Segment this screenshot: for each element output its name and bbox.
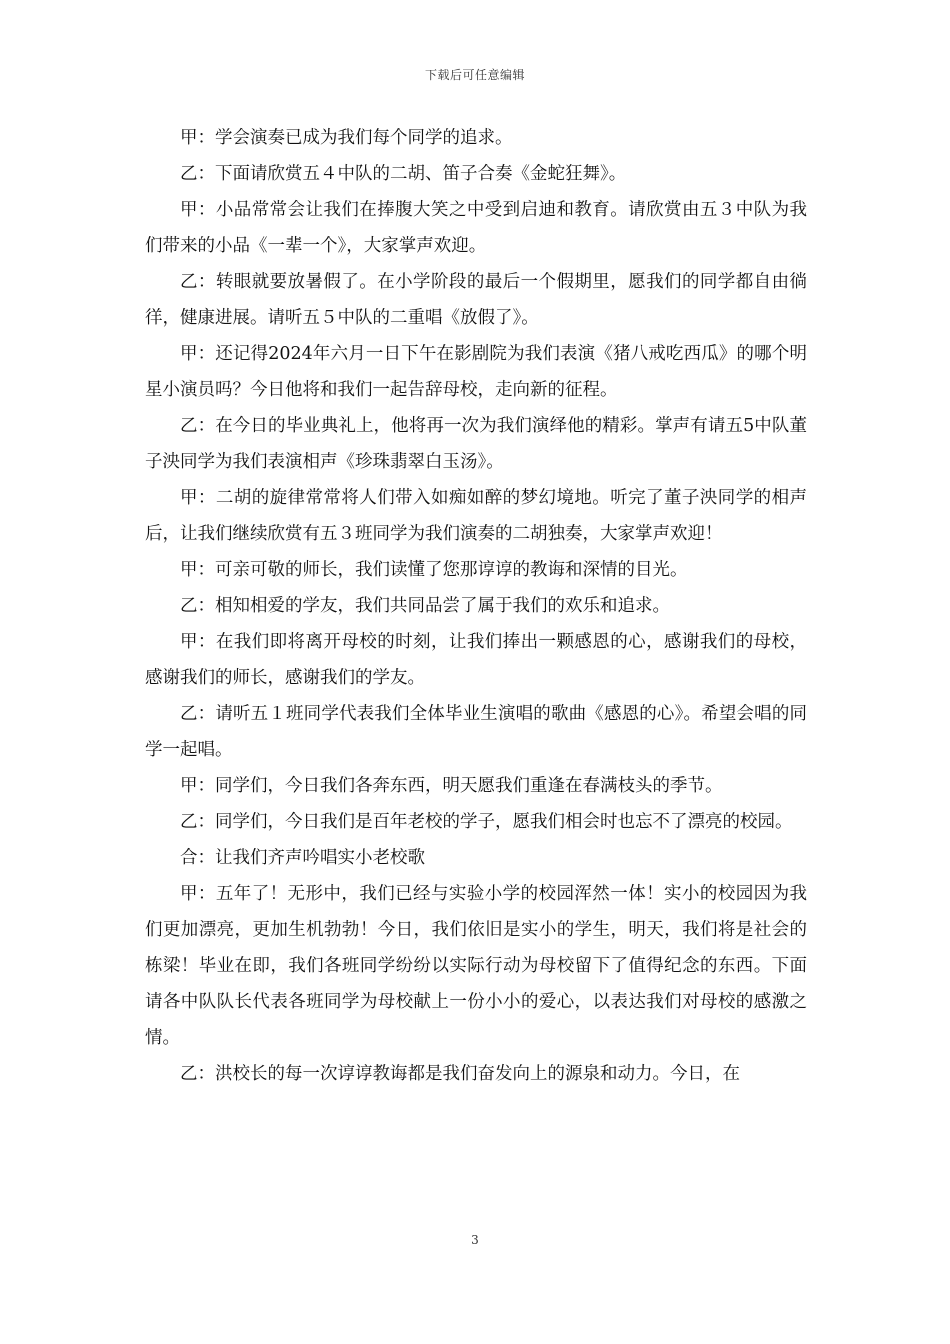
paragraph: 甲：同学们，今日我们各奔东西，明天愿我们重逢在春满枝头的季节。 [180,776,723,796]
document-body [145,120,807,1092]
paragraph: 乙：请听五１班同学代表我们全体毕业生演唱的歌曲《感恩的心》。希望会唱的同学一起唱。 [145,704,807,760]
paragraph: 乙：相知相爱的学友，我们共同品尝了属于我们的欢乐和追求。 [180,596,670,616]
paragraph: 乙：下面请欣赏五４中队的二胡、笛子合奏《金蛇狂舞》。 [180,164,627,184]
paragraph: 乙：在今日的毕业典礼上，他将再一次为我们演绎他的精彩。掌声有请五5中队董子泱同学为我们表演相声《珍珠翡翠白玉汤》。 [145,416,807,472]
paragraph: 甲：五年了！无形中，我们已经与实验小学的校园浑然一体！实小的校园因为我们更加漂亮，更加生机勃勃！今日，我们依旧是实小的学生，明天，我们将是社会的栋梁！毕业在即，我们各班同学纷纷以实际行动为母校留下了值得纪念的东西。下面请各中队队长代表各班同学为母校献上一份小小的爱心，以表达我们对母校的感激之情。 [145,884,807,1048]
page-number: 3 [471,1233,479,1247]
paragraph: 甲：二胡的旋律常常将人们带入如痴如醉的梦幻境地。听完了董子泱同学的相声后，让我们继续欣赏有五３班同学为我们演奏的二胡独奏，大家掌声欢迎！ [145,488,807,544]
paragraph: 合：让我们齐声吟唱实小老校歌 [180,848,425,868]
page-header: 下载后可任意编辑 [424,68,525,82]
paragraph: 乙：洪校长的每一次谆谆教诲都是我们奋发向上的源泉和动力。今日，在 [180,1064,740,1084]
paragraph: 甲：还记得2024年六月一日下午在影剧院为我们表演《猪八戒吃西瓜》的哪个明星小演员吗？今日他将和我们一起告辞母校，走向新的征程。 [145,344,807,400]
paragraph: 甲：可亲可敬的师长，我们读懂了您那谆谆的教诲和深情的目光。 [180,560,688,580]
paragraph: 乙：同学们，今日我们是百年老校的学子，愿我们相会时也忘不了漂亮的校园。 [180,812,793,832]
paragraph: 甲：在我们即将离开母校的时刻，让我们捧出一颗感恩的心，感谢我们的母校，感谢我们的师长，感谢我们的学友。 [145,632,807,688]
paragraph: 甲：小品常常会让我们在捧腹大笑之中受到启迪和教育。请欣赏由五３中队为我们带来的小品《一辈一个》，大家掌声欢迎。 [145,200,807,256]
paragraph: 甲：学会演奏已成为我们每个同学的追求。 [180,128,513,148]
paragraph: 乙：转眼就要放暑假了。在小学阶段的最后一个假期里，愿我们的同学都自由徜徉，健康进展。请听五５中队的二重唱《放假了》。 [145,272,807,328]
